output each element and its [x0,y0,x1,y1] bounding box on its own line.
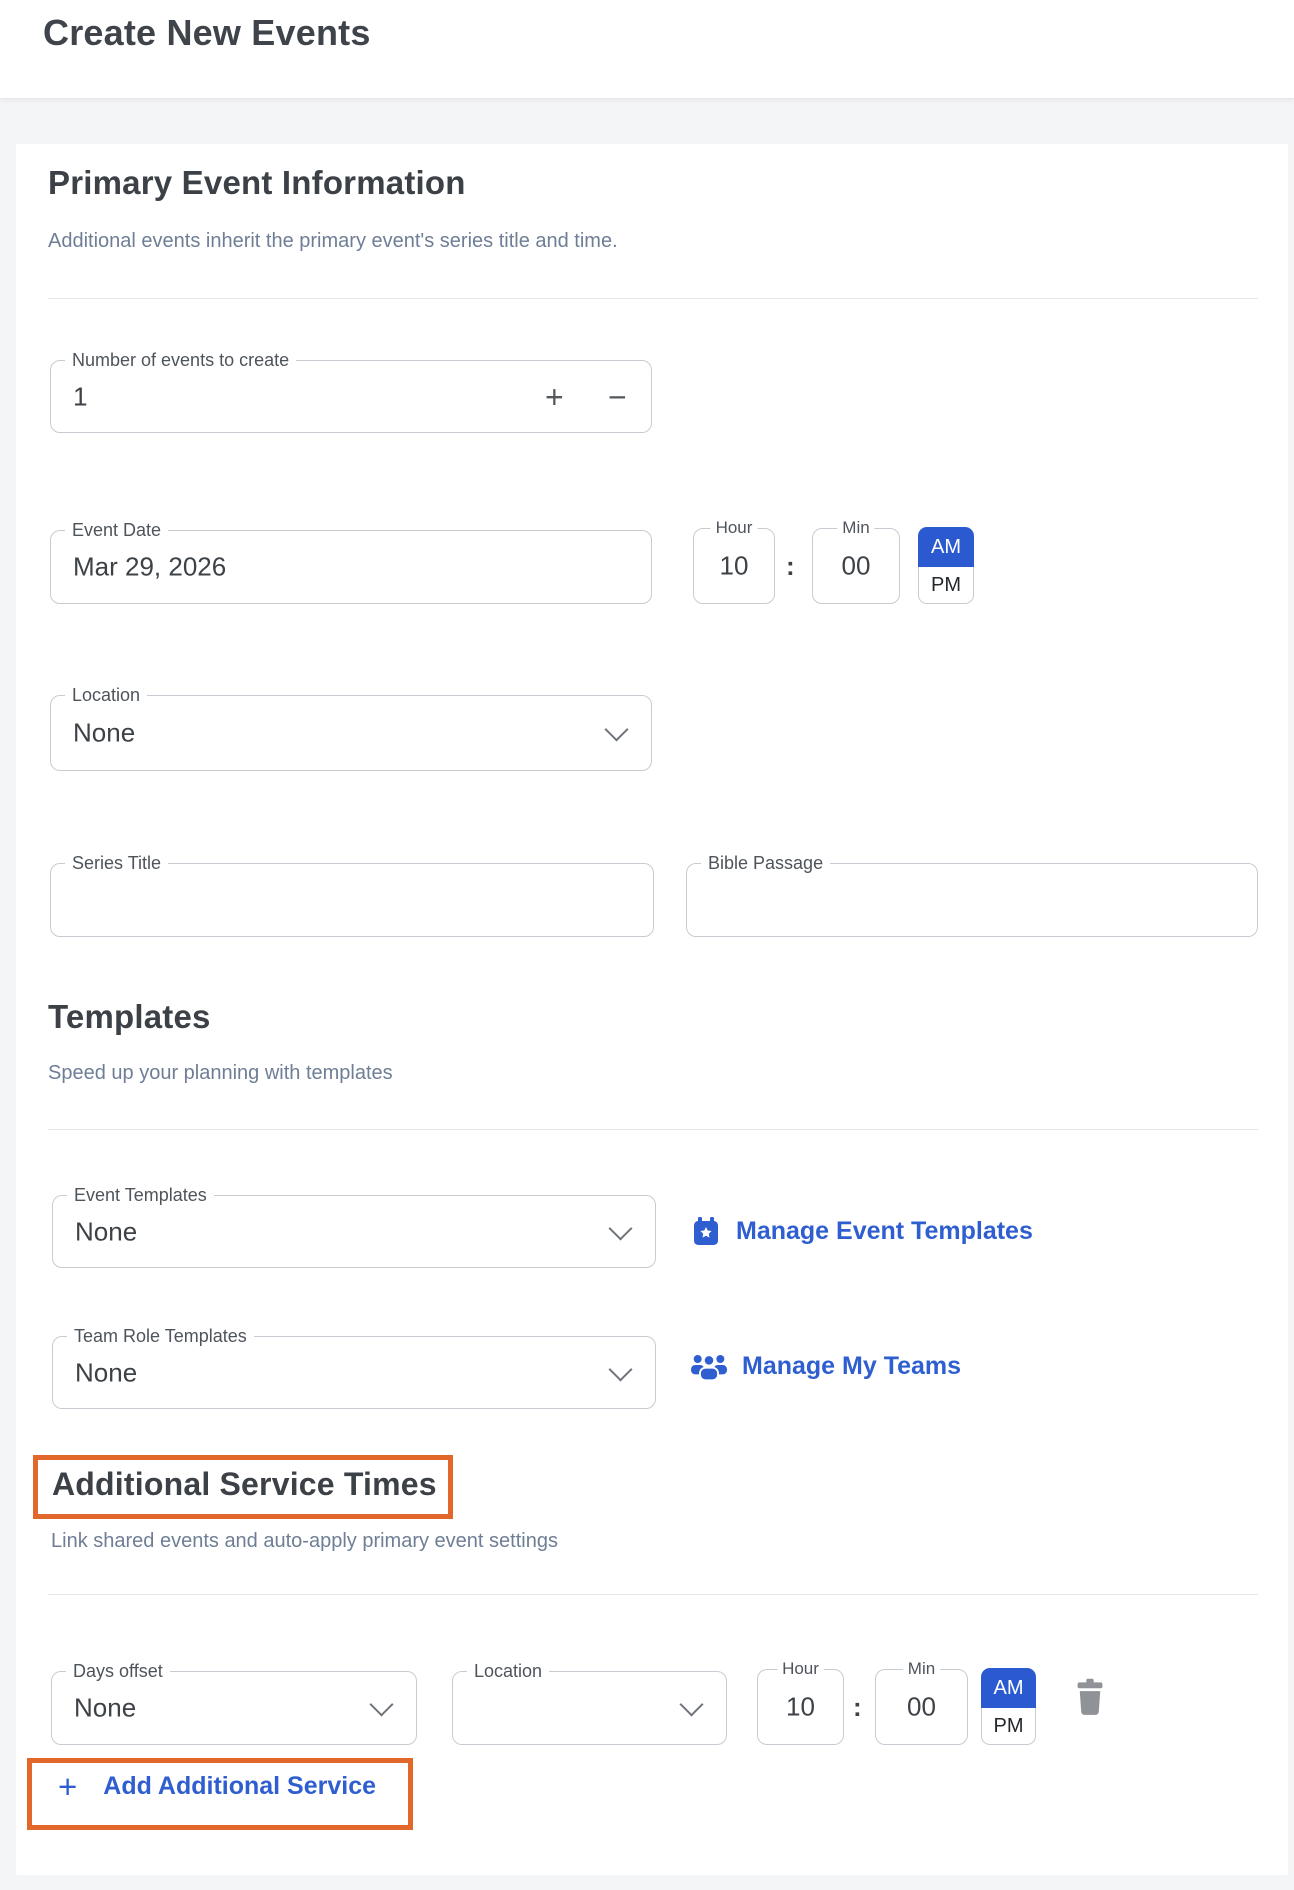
divider [48,298,1258,299]
additional-minute-label: Min [903,1659,940,1679]
chevron-down-icon[interactable] [604,717,628,741]
add-additional-service-label: Add Additional Service [103,1772,377,1800]
ampm-toggle [918,527,974,604]
templates-section-heading: Templates [48,998,211,1035]
primary-section-subtitle: Additional events inherit the primary event's series title and time. [48,230,618,252]
days-offset-label: Days offset [66,1661,170,1681]
page-title: Create New Events [43,12,371,53]
minute-label: Min [837,518,874,538]
calendar-star-icon [690,1215,722,1247]
plus-icon: + [58,1768,78,1805]
additional-minute-value: 00 [907,1691,936,1722]
page-header [0,0,1294,98]
number-of-events-label: Number of events to create [65,350,296,370]
days-offset-select[interactable] [51,1661,417,1745]
additional-pm-option[interactable]: PM [981,1708,1036,1745]
time-colon: : [786,551,795,581]
divider [48,1129,1258,1130]
divider [48,1594,1258,1595]
days-offset-value: None [74,1692,137,1723]
delete-service-button[interactable] [1072,1678,1108,1716]
manage-my-teams-label: Manage My Teams [742,1352,962,1380]
bible-passage-field[interactable] [686,853,1258,937]
additional-ampm-toggle [981,1668,1036,1745]
chevron-down-icon[interactable] [369,1692,393,1716]
manage-my-teams-link[interactable] [690,1352,961,1381]
event-date-field[interactable] [50,520,652,604]
hour-value: 10 [719,550,749,581]
team-role-templates-select[interactable] [52,1326,656,1409]
team-role-templates-label: Team Role Templates [67,1326,254,1346]
manage-event-templates-label: Manage Event Templates [736,1216,1033,1245]
location-label: Location [65,685,147,705]
chevron-down-icon[interactable] [679,1692,703,1716]
templates-section-subtitle: Speed up your planning with templates [48,1062,393,1084]
event-date-value: Mar 29, 2026 [73,551,227,582]
am-option[interactable]: AM [918,527,974,567]
additional-minute-field[interactable] [875,1659,968,1745]
additional-hour-value: 10 [786,1691,815,1722]
location-value: None [73,717,136,748]
event-templates-value: None [75,1216,138,1246]
team-role-templates-value: None [75,1357,138,1387]
additional-section-heading: Additional Service Times [52,1466,437,1502]
chevron-down-icon[interactable] [608,1216,632,1240]
additional-location-label: Location [467,1661,549,1681]
additional-hour-field[interactable] [757,1659,844,1745]
series-title-label: Series Title [65,853,168,873]
people-group-icon [690,1353,728,1381]
chevron-down-icon[interactable] [608,1357,632,1381]
bible-passage-label: Bible Passage [701,853,830,873]
additional-am-option[interactable]: AM [981,1668,1036,1708]
additional-section-subtitle: Link shared events and auto-apply primary event settings [51,1530,558,1552]
primary-section-heading: Primary Event Information [48,164,466,201]
event-templates-select[interactable] [52,1185,656,1268]
minute-value: 00 [841,550,871,581]
location-select[interactable] [50,685,652,771]
hour-label: Hour [711,518,758,538]
number-of-events-field[interactable] [50,350,652,433]
series-title-field[interactable] [50,853,654,937]
additional-location-select[interactable] [452,1661,727,1745]
increment-icon[interactable]: + [545,378,564,415]
number-of-events-value: 1 [73,381,88,411]
time-colon: : [853,1692,862,1722]
add-additional-service-button[interactable] [58,1770,376,1803]
manage-event-templates-link[interactable] [690,1215,1033,1247]
pm-option[interactable]: PM [918,567,974,604]
hour-field[interactable] [693,518,775,604]
additional-hour-label: Hour [777,1659,824,1679]
decrement-icon[interactable]: − [608,378,627,415]
event-date-label: Event Date [65,520,168,540]
event-templates-label: Event Templates [67,1185,214,1205]
minute-field[interactable] [812,518,900,604]
